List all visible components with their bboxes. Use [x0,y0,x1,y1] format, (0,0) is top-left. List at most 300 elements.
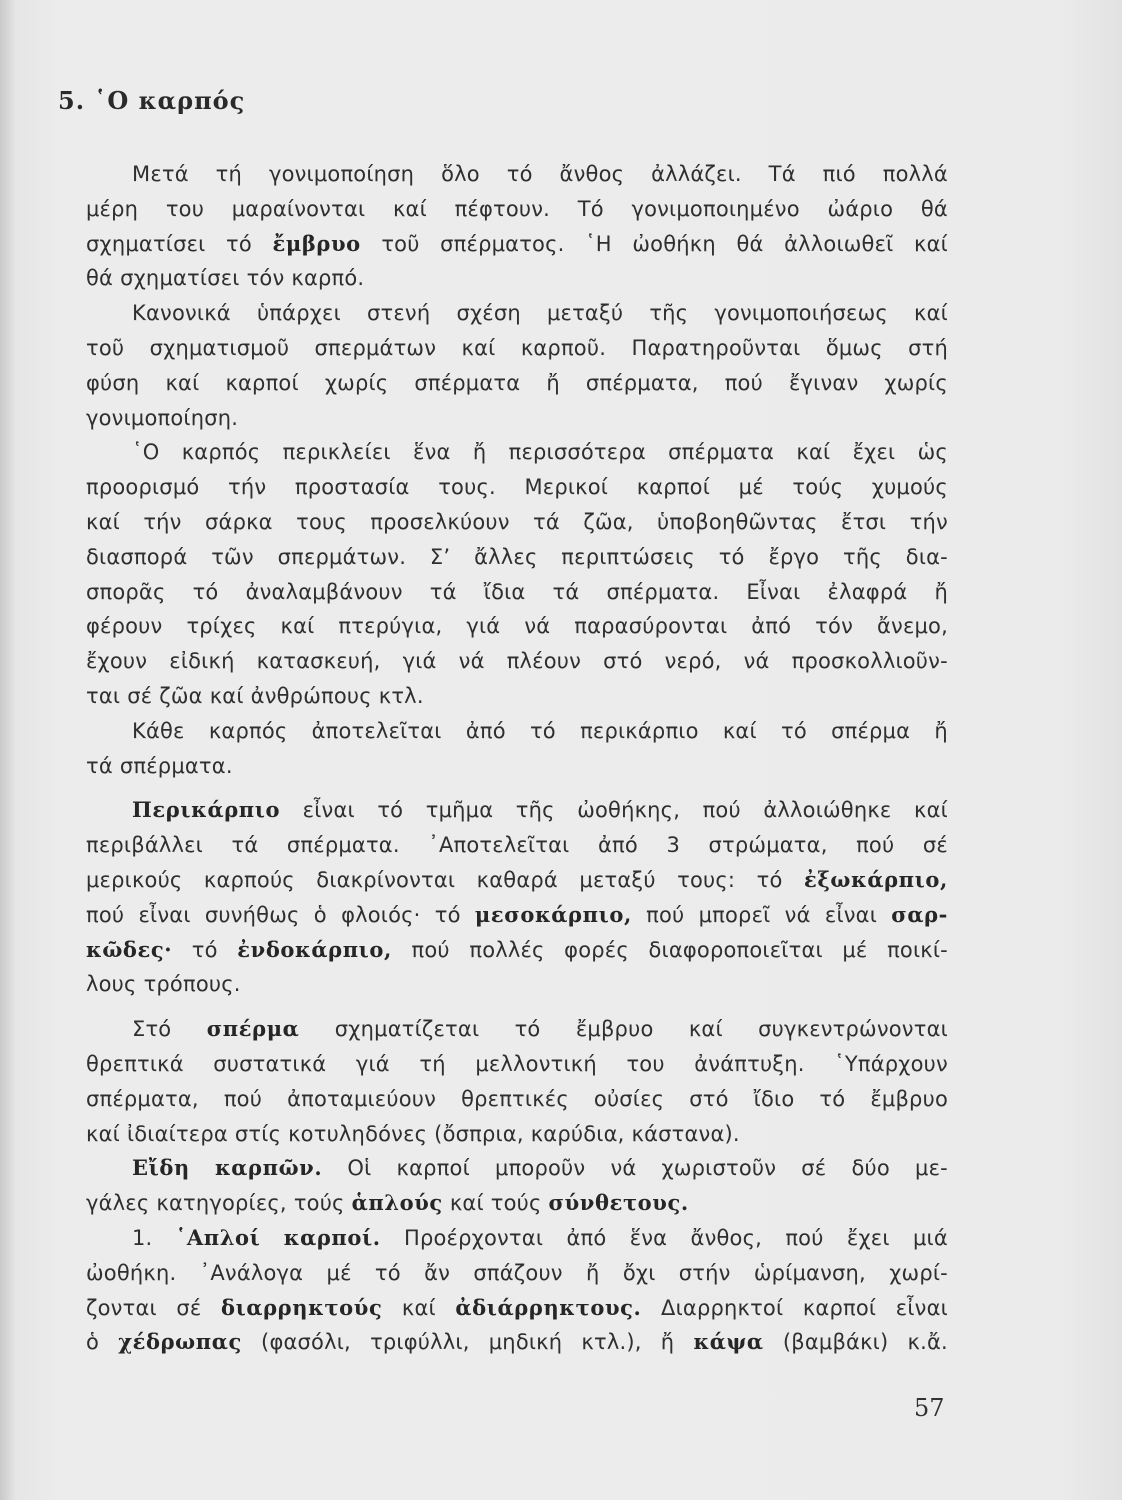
word: στενή [367,301,431,326]
word: παρασύρονται [574,614,728,639]
text-line [86,540,948,575]
word: ὠοθήκης, [577,798,681,823]
text-line [86,401,948,436]
word: εἰδική [169,649,235,674]
word: νά [784,902,811,927]
word: ῾Υπάρχουν [834,1051,948,1076]
word: τό [191,937,218,962]
word: μποροῦν [495,1156,586,1181]
word: (βαμβάκι) [782,1330,889,1355]
word: πού [856,833,895,858]
text-line [86,296,948,331]
word: δύο [851,1156,890,1181]
word: μέρη [86,196,139,221]
word: Κάθε [132,718,185,743]
word: χυμούς [871,475,948,500]
word: κτλ. [378,683,424,708]
word: τρίχες [186,614,257,639]
word: στίς [234,1121,282,1146]
word: σέ [176,1295,202,1320]
word: σπέρματα, [585,370,699,395]
word: ῾Ο [132,440,160,465]
word: στρώματα, [708,833,828,858]
word: τά [86,753,113,778]
word: κοτυληδόνες [288,1121,428,1146]
word: καρύδια, [530,1121,625,1146]
word: διασπορά [86,544,188,569]
word: καρποῦ. [520,335,607,360]
bold-term: Περικάρπιο [132,797,281,823]
word: ῾Η [585,231,612,256]
word: ζονται [86,1295,157,1320]
word: ἄνεμο, [876,614,948,639]
word: ἔτσι [841,509,887,534]
word: νά [610,1156,637,1181]
text-line [86,1256,948,1291]
word: θά [736,231,764,256]
bold-term: σαρ- [891,901,948,927]
word: ἔχουν [86,649,148,674]
word: μεταξύ [546,301,624,326]
word: τους: [677,867,736,892]
word: πιό [822,162,856,186]
word: καί [796,440,831,465]
page-binding-edge [0,0,14,1500]
word: τριφύλλι, [370,1330,470,1355]
word: σέ [801,1156,827,1181]
word: πέφτουν. [454,196,551,221]
word: καί [86,1121,120,1146]
word: καί [914,301,948,326]
word: μπορεῖ [698,902,771,927]
word: τῆς [649,301,689,326]
word: γονιμοποιημένο [631,196,800,221]
word: σχηματίσει [120,266,240,291]
word: ἔχει [846,1225,890,1250]
word: σπέρματα [414,370,521,395]
word: θά [920,196,948,221]
word: ὅμως [825,335,883,360]
word: τῆς [515,798,555,823]
word: ἀλλάζει. [651,162,742,186]
word: προστασία [294,475,410,500]
word: καρποί [636,475,711,500]
word: κατηγορίες, [156,1191,287,1216]
word: τό [226,231,252,256]
word: καί [280,614,315,639]
word: κάστανα). [631,1121,740,1146]
text-line [86,192,948,227]
word: γονιμοποιήσεως [714,301,888,326]
word: σέ [127,683,153,708]
word: καί [209,683,244,708]
word: μιά [912,1225,948,1250]
word: τό [529,718,556,743]
word: ἔμβρυο [870,1086,948,1111]
word: γονιμοποίηση [268,162,415,186]
word: χωριστοῦν [661,1156,777,1181]
bold-term: ἐξωκάρπιο, [803,866,948,892]
word: ἤ [586,1260,600,1285]
word: περικάρπιο [580,718,699,743]
bold-term: ἁπλούς [351,1190,443,1216]
word: (φασόλι, [261,1330,351,1355]
text-line [86,435,948,470]
word: διακρίνονται [316,867,456,892]
word: ἄν [424,1260,451,1285]
word: πού [702,798,741,823]
word: τμῆμα [425,798,494,823]
word: περισσότερα [508,440,646,465]
word: συνήθως [204,902,300,927]
word: σπερμάτων. [277,544,407,569]
word: πού [724,370,763,395]
word: τά [552,579,580,604]
word: Μετά [132,162,189,186]
text-line [86,609,948,644]
word: εἶναι [138,902,191,927]
text-line [86,470,948,505]
word: ἀλλοιώθηκε [763,798,892,823]
text-line [86,714,948,749]
word: πολλές [469,937,545,962]
word: τό [756,867,783,892]
word: γονιμοποίηση. [86,405,239,430]
word: καί [165,370,200,395]
text-line [86,505,948,540]
section-heading: 5. ῾Ο καρπός [58,86,246,115]
word: καί [688,1017,723,1042]
word: θρεπτικές [461,1086,569,1111]
word: διαφοροποιεῖται [648,937,823,962]
word: ἀπό [566,1225,607,1250]
text-line [86,261,948,296]
word: στή [908,335,948,360]
word: συστατικά [213,1051,327,1076]
word: ἄλλες [474,544,538,569]
word: ἄνθος, [690,1225,763,1250]
word: καρπό. [291,266,365,291]
word: ποικί- [887,937,948,962]
word: τούς [792,475,844,500]
word: 3 [666,833,681,858]
word: ζῶα, [583,509,634,534]
bold-term: χέδρωπας [118,1329,242,1355]
word: ὄχι [622,1260,656,1285]
word: νερό, [664,649,722,674]
word: Τά [768,162,796,186]
text-line [86,1325,948,1360]
text-line [86,1151,948,1186]
word: τῶν [211,544,254,569]
word: περικλείει [282,440,391,465]
bold-term: καρποί. [283,1224,381,1250]
word: φέρουν [86,614,163,639]
text-line [86,828,948,863]
word: καί [401,1295,436,1320]
word: εἶναι [895,1295,948,1320]
bold-term: ἀδιάρρηκτους. [455,1294,642,1320]
word: τρόπους. [143,972,241,997]
word: στό [689,1086,729,1111]
bold-term: κῶδες· [86,936,173,962]
text-line [86,157,948,192]
word: μεταξύ [579,867,656,892]
word: τήν [228,475,267,500]
word: γιά [355,1051,390,1076]
word: σπέρματα, [86,1086,199,1111]
word: στό [603,649,643,674]
word: ἀποτελεῖται [311,718,442,743]
word: περιβάλλει [86,833,203,858]
word: νά [524,614,551,639]
word: καρποί [802,1295,877,1320]
body-text [86,157,948,1360]
word: ἀνάπτυξη. [694,1051,805,1076]
word: Στό [132,1017,172,1042]
text-line [86,227,948,262]
word: ἕνα [629,1225,668,1250]
word: καί [461,335,496,360]
word: τό [192,579,219,604]
word: τά [533,509,560,534]
word: πού [411,937,450,962]
word: σπάζουν [473,1260,563,1285]
word: Παρατηροῦνται [631,335,801,360]
word: τοῦ [381,231,420,256]
word: Προέρχονται [403,1225,544,1250]
page-number: 57 [914,1394,945,1422]
word: κ.ἄ. [907,1330,948,1355]
word: συγκεντρώνονται [758,1017,948,1042]
word: πτερύγια, [338,614,443,639]
word: ἔργο [768,544,820,569]
word: ἀπό [751,614,792,639]
word: σχηματίσει [86,231,206,256]
text-line [86,863,948,898]
word: νά [743,649,770,674]
word: καθαρά [476,867,558,892]
word: φορές [564,937,629,962]
word: χωρί- [889,1260,948,1285]
word: φύση [86,370,140,395]
word: σέ [922,833,948,858]
word: πού [646,902,685,927]
text-line [86,1012,948,1047]
word: κατασκευή, [256,649,381,674]
word: προσκολλιοῦν- [791,649,948,674]
bold-term: ῾Απλοί [175,1224,261,1250]
text-line [86,679,948,714]
text-line [86,898,948,933]
word: Διαρρηκτοί [661,1295,784,1320]
word: ᾿Ανάλογα [199,1260,304,1285]
word: τό [781,718,807,743]
word: τή [419,1051,446,1076]
word: ἀπό [598,833,638,858]
word: γιά [402,649,437,674]
word: τά [429,579,457,604]
word: τούς [490,1191,542,1216]
bold-term: μεσοκάρπιο, [474,901,632,927]
word: θά [86,266,114,291]
word: τό [377,798,404,823]
word: τή [215,162,243,186]
word: τήν [143,509,182,534]
word: τῆς [843,544,882,569]
word: Σ’ [429,544,451,569]
bold-term: καρπῶν. [214,1155,323,1181]
word: ὡρίμανση, [753,1260,866,1285]
word: κτλ.), [581,1330,642,1355]
word: φλοιός· [341,902,421,927]
word: προσελκύουν [370,509,510,534]
word: ἀναλαμβάνουν [245,579,403,604]
word: μαραίνονται [231,196,366,221]
bold-term: ἐνδοκάρπιο, [237,936,392,962]
word: ἐλαφρά [827,579,908,604]
word: τόν [815,614,853,639]
word: ἔμβρυο [575,1017,654,1042]
word: μελλοντική [475,1051,597,1076]
word: μερικούς [86,867,183,892]
word: περιπτώσεις [561,544,695,569]
word: σχέση [456,301,521,326]
bold-term: σύνθετους. [548,1190,689,1216]
text-line [86,1291,948,1326]
word: Τό [577,196,604,221]
text-line [86,793,948,828]
word: του [165,196,205,221]
word: γιά [466,614,501,639]
word: τόν [246,266,285,291]
word: πολλά [882,162,948,186]
word: νά [458,649,485,674]
word: με- [915,1156,948,1181]
text-line [86,933,948,968]
word: γάλες [86,1191,150,1216]
word: τό [819,1086,846,1111]
word: σάρκα [205,509,273,534]
word: ἄνθος [559,162,625,186]
word: καρπός [181,440,261,465]
bold-term: Εἴδη [132,1155,190,1181]
word: Εἶναι [746,579,801,604]
word: ὡς [917,440,948,465]
text-line [86,366,948,401]
word: τό [718,544,745,569]
word: χωρίς [324,370,389,395]
word: σπορᾶς [86,579,166,604]
word: καρποί [396,1156,470,1181]
word: καί [914,231,948,256]
word: ὑποβοηθῶντας [657,509,818,534]
word: ἴδιο [753,1086,795,1111]
word: ται [86,683,121,708]
word: καί [722,718,757,743]
word: ἤ [934,579,948,604]
word: σχηματίζεται [334,1017,480,1042]
word: ἴδια [483,579,526,604]
text-line [86,967,948,1002]
word: σπέρματα. [119,753,233,778]
word: εἶναι [302,798,355,823]
word: μηδική [488,1330,563,1355]
word: στήν [678,1260,731,1285]
word: ἰδιαίτερα [126,1121,228,1146]
text-line [86,749,948,784]
word: καί [392,196,427,221]
word: τοῦ [86,335,125,360]
word: ἀποταμιεύουν [287,1086,437,1111]
text-line [86,1186,948,1221]
word: θρεπτικά [86,1051,184,1076]
word: ὠοθήκη [632,231,716,256]
word: μέ [326,1260,352,1285]
word: ἤ [546,370,560,395]
word: δια- [905,544,948,569]
bold-term: διαρρηκτούς [220,1294,383,1320]
word: 1. [132,1225,153,1250]
word: ζῶα [159,683,203,708]
text-line [86,1117,948,1152]
text-line [86,1082,948,1117]
word: ὁ [86,1330,100,1355]
word: καί [449,1191,484,1216]
text-line [86,575,948,610]
text-line [86,1221,948,1256]
word: ἔγιναν [788,370,859,395]
word: τό [374,1260,401,1285]
word: οὐσίες [593,1086,665,1111]
word: ἤ [472,440,487,465]
word: ἀνθρώπους [250,683,372,708]
word: ἕνα [413,440,451,465]
word: εἶναι [824,902,878,927]
word: σχηματισμοῦ [149,335,290,360]
word: σπέρματος. [440,231,565,256]
bold-term: ἔμβρυο [272,230,361,256]
word: σπερμάτων [314,335,437,360]
word: καί [86,509,120,534]
word: σπέρματα. [286,833,400,858]
word: ἤ [934,718,948,743]
word: μέ [738,475,764,500]
word: ἤ [660,1330,675,1355]
word: προορισμό [86,475,200,500]
word: πλέουν [506,649,582,674]
text-line [86,331,948,366]
word: ὠοθήκη. [86,1260,177,1285]
word: ὠάριο [827,196,894,221]
word: καί [914,798,948,823]
word: σπέρματα [668,440,775,465]
word: τους [296,509,347,534]
word: ἔχει [852,440,896,465]
word: ὑπάρχει [256,301,341,326]
text-line [86,1047,948,1082]
word: μέ [842,937,868,962]
word: τά [231,833,259,858]
bold-term: σπέρμα [206,1016,300,1042]
word: τό [506,162,533,186]
word: χωρίς [884,370,948,395]
word: ὁ [313,902,327,927]
word: Κανονικά [132,301,231,326]
word: τό [514,1017,541,1042]
word: ὅλο [441,162,480,186]
word: καρπούς [203,867,295,892]
